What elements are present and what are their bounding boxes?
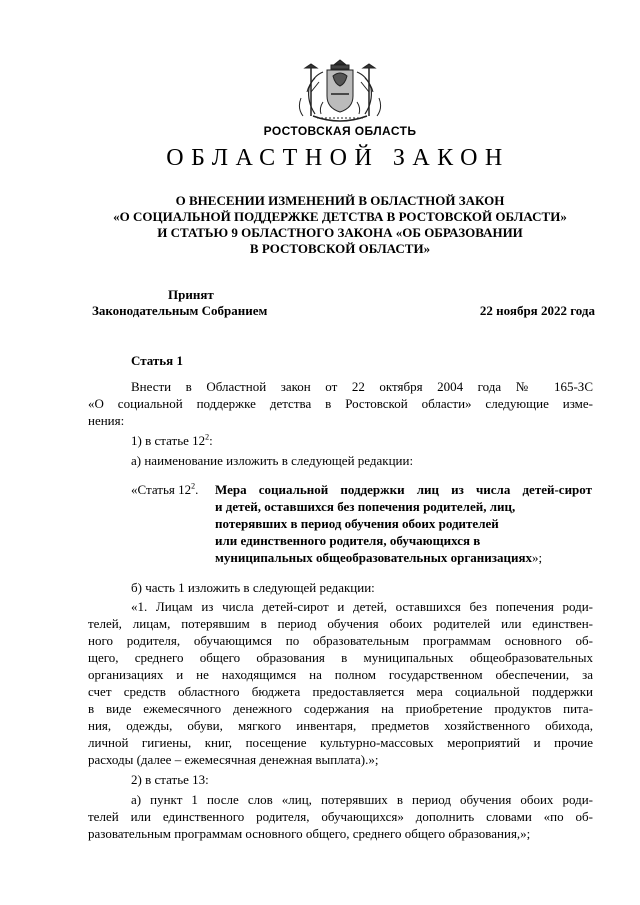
article-heading: Статья 1 xyxy=(131,353,183,368)
region-name: РОСТОВСКАЯ ОБЛАСТЬ xyxy=(263,124,417,138)
quote-article-label xyxy=(131,481,198,498)
quote-line: муниципальных общеобразовательных организациях xyxy=(215,550,533,565)
intro-line: Внести в Областной закон от 22 октября 2004 года № 165-ЗС xyxy=(131,379,593,394)
item-1-colon: : xyxy=(209,433,213,448)
part1-line: личной гигиены, книг, посещение культурно-массовых мероприятий и прочие xyxy=(88,735,593,750)
item-2a-line: разовательным программам основного общего, среднего общего образования,»; xyxy=(88,826,531,841)
law-title-line: «О СОЦИАЛЬНОЙ ПОДДЕРЖКЕ ДЕТСТВА В РОСТОВСКОЙ ОБЛАСТИ» xyxy=(113,209,567,224)
law-title-line: В РОСТОВСКОЙ ОБЛАСТИ» xyxy=(249,241,431,256)
document-type: ОБЛАСТНОЙ ЗАКОН xyxy=(166,145,510,171)
coat-of-arms-emblem xyxy=(293,58,387,124)
part1-line: ного родителя, обучающимся по образовательным программам основного об- xyxy=(88,633,593,648)
part1-line: счет средств областного бюджета предоставляется мера социальной поддержки xyxy=(88,684,593,699)
item-1b: б) часть 1 изложить в следующей редакции: xyxy=(131,580,375,595)
quote-line: и детей, оставшихся без попечения родителей, лиц, xyxy=(215,499,516,514)
item-2: 2) в статье 13: xyxy=(131,772,209,787)
part1-line: в виде ежемесячного денежного содержания на приобретение продуктов пита- xyxy=(88,701,593,716)
law-title-line: О ВНЕСЕНИИ ИЗМЕНЕНИЙ В ОБЛАСТНОЙ ЗАКОН xyxy=(175,193,505,208)
quote-sup: 2 xyxy=(191,481,196,491)
item-2a-line: а) пункт 1 после слов «лиц, потерявших в период обучения обоих роди- xyxy=(131,792,593,807)
law-title xyxy=(90,193,590,257)
quote-last-line xyxy=(215,549,542,566)
part1-line: щего, среднего общего образования в муниципальных общеобразовательных xyxy=(88,650,593,665)
item-1a: а) наименование изложить в следующей редакции: xyxy=(131,453,414,468)
intro-line: «О социальной поддержке детства в Ростовской области» следующие изме- xyxy=(88,396,593,411)
quote-dot: . xyxy=(195,482,199,497)
item-2a-line: телей или единственного родителя, обучающихся» дополнить словами «по об- xyxy=(88,809,593,824)
quote-line: Мера социальной поддержки лиц из числа детей-сирот xyxy=(215,482,592,497)
item-1-text: 1) в статье 12 xyxy=(131,433,206,448)
part1-line: телей, лицам, потерявшим в период обучения обоих родителей или единствен- xyxy=(88,616,593,631)
part1-line: расходы (далее – ежемесячная денежная выплата).»; xyxy=(88,752,379,767)
part1-line: «1. Лицам из числа детей-сирот и детей, оставшихся без попечения роди- xyxy=(131,599,593,614)
part1-line: ния, одежды, обуви, мягкого инвентаря, предметов хозяйственного обихода, xyxy=(88,718,593,733)
item-1-sup: 2 xyxy=(205,432,210,442)
quote-end: »; xyxy=(532,550,543,565)
quote-line: потерявших в период обучения обоих родителей xyxy=(215,516,499,531)
quote-prefix: «Статья 12 xyxy=(131,482,192,497)
adoption-date: 22 ноября 2022 года xyxy=(479,303,595,318)
part1-line: организациях и не находящимся на полном государственном обеспечении, за xyxy=(88,667,593,682)
item-1 xyxy=(131,432,213,449)
quote-line: или единственного родителя, обучающихся в xyxy=(215,533,481,548)
intro-line: нения: xyxy=(88,413,125,428)
adopted-label: Принят xyxy=(168,287,214,302)
law-title-line: И СТАТЬЮ 9 ОБЛАСТНОГО ЗАКОНА «ОБ ОБРАЗОВАНИИ xyxy=(157,225,523,240)
adopted-by: Законодательным Собранием xyxy=(92,303,268,318)
